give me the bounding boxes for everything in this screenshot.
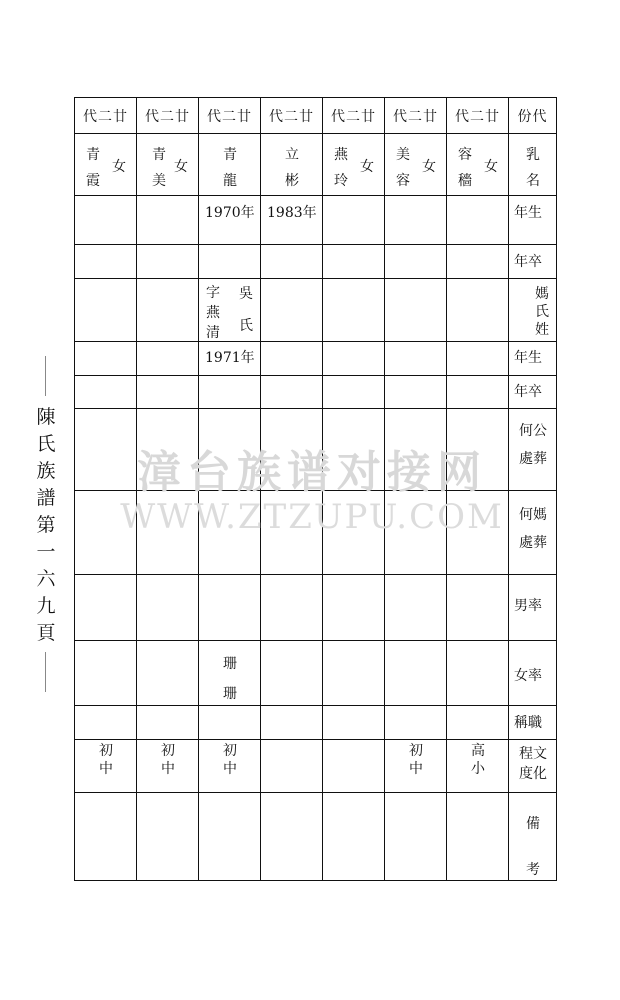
row-label-birth: 年生 [514, 205, 542, 221]
generation-row [75, 98, 557, 134]
given-name: 青霞 [86, 147, 100, 189]
daughter-name: 珊珊 [223, 656, 237, 702]
sex-label: 女 [112, 159, 126, 175]
education-row [75, 740, 557, 793]
generation-header: 代二廿 [199, 98, 261, 134]
spouse-suffix: 氏 [239, 318, 253, 334]
birth-row [75, 196, 557, 245]
row-label-title: 稱職 [514, 715, 542, 731]
spouse-death-row [75, 376, 557, 409]
name-cell [385, 134, 447, 196]
education-level: 初中 [223, 743, 237, 777]
sons-row [75, 575, 557, 641]
spouse-surname: 吳 [239, 286, 253, 302]
row-label-spouse-death: 年卒 [514, 384, 542, 400]
education-cell [137, 740, 199, 793]
birth-year: 1983年 [267, 205, 317, 221]
education-cell [447, 740, 509, 793]
given-name: 青龍 [223, 147, 237, 189]
spouse-cell [199, 279, 261, 342]
title-row [75, 706, 557, 740]
row-label-sons: 男率 [514, 598, 542, 614]
watermark-text: 漳台族谱对接网 [137, 447, 487, 498]
given-name: 立彬 [285, 147, 299, 189]
name-cell [323, 134, 385, 196]
birth-year: 1970年 [205, 205, 255, 221]
row-label-daughters: 女率 [514, 668, 542, 684]
education-level: 初中 [409, 743, 423, 777]
education-cell [75, 740, 137, 793]
row-label-generation: 份代 [509, 98, 557, 134]
daughters-row [75, 641, 557, 706]
name-cell [137, 134, 199, 196]
row-label-death: 年卒 [514, 254, 542, 270]
row-label-spouse: 媽氏姓 [509, 279, 557, 342]
spouse-birth-year: 1971年 [205, 350, 255, 366]
education-level: 初中 [161, 743, 175, 777]
generation-header: 代二廿 [75, 98, 137, 134]
name-row [75, 134, 557, 196]
generation-header: 代二廿 [261, 98, 323, 134]
given-name: 美容 [396, 147, 410, 189]
generation-header: 代二廿 [447, 98, 509, 134]
watermark-url: WWW.ZTZUPU.COM [120, 497, 504, 537]
generation-header: 代二廿 [323, 98, 385, 134]
row-label-spouse-birth: 年生 [514, 350, 542, 366]
row-label-remarks: 備考 [509, 793, 557, 881]
row-label-burial-husband: 何公處葬 [509, 409, 557, 491]
sex-label: 女 [174, 159, 188, 175]
education-cell [385, 740, 447, 793]
row-label-education: 程文度化 [509, 740, 557, 793]
spouse-row [75, 279, 557, 342]
remarks-row [75, 793, 557, 881]
spouse-birth-row [75, 342, 557, 376]
education-level: 高小 [471, 743, 485, 777]
name-cell [75, 134, 137, 196]
sex-label: 女 [422, 159, 436, 175]
generation-header: 代二廿 [137, 98, 199, 134]
name-cell [447, 134, 509, 196]
spouse-courtesy-name: 字燕清 [206, 285, 220, 341]
page-spine-label: 陳氏族譜第一六九頁 [36, 406, 56, 644]
name-cell [261, 134, 323, 196]
given-name: 青美 [152, 147, 166, 189]
row-label-name: 乳名 [509, 134, 557, 196]
spine-rule-bottom [45, 652, 46, 692]
generation-header: 代二廿 [385, 98, 447, 134]
given-name: 容穡 [458, 147, 472, 189]
sex-label: 女 [360, 159, 374, 175]
row-label-burial-wife: 何媽處葬 [509, 491, 557, 575]
death-row [75, 245, 557, 279]
education-level: 初中 [99, 743, 113, 777]
spine-rule-top [45, 356, 46, 396]
daughter-cell [199, 641, 261, 706]
given-name: 燕玲 [334, 147, 348, 189]
sex-label: 女 [484, 159, 498, 175]
education-cell [199, 740, 261, 793]
name-cell [199, 134, 261, 196]
